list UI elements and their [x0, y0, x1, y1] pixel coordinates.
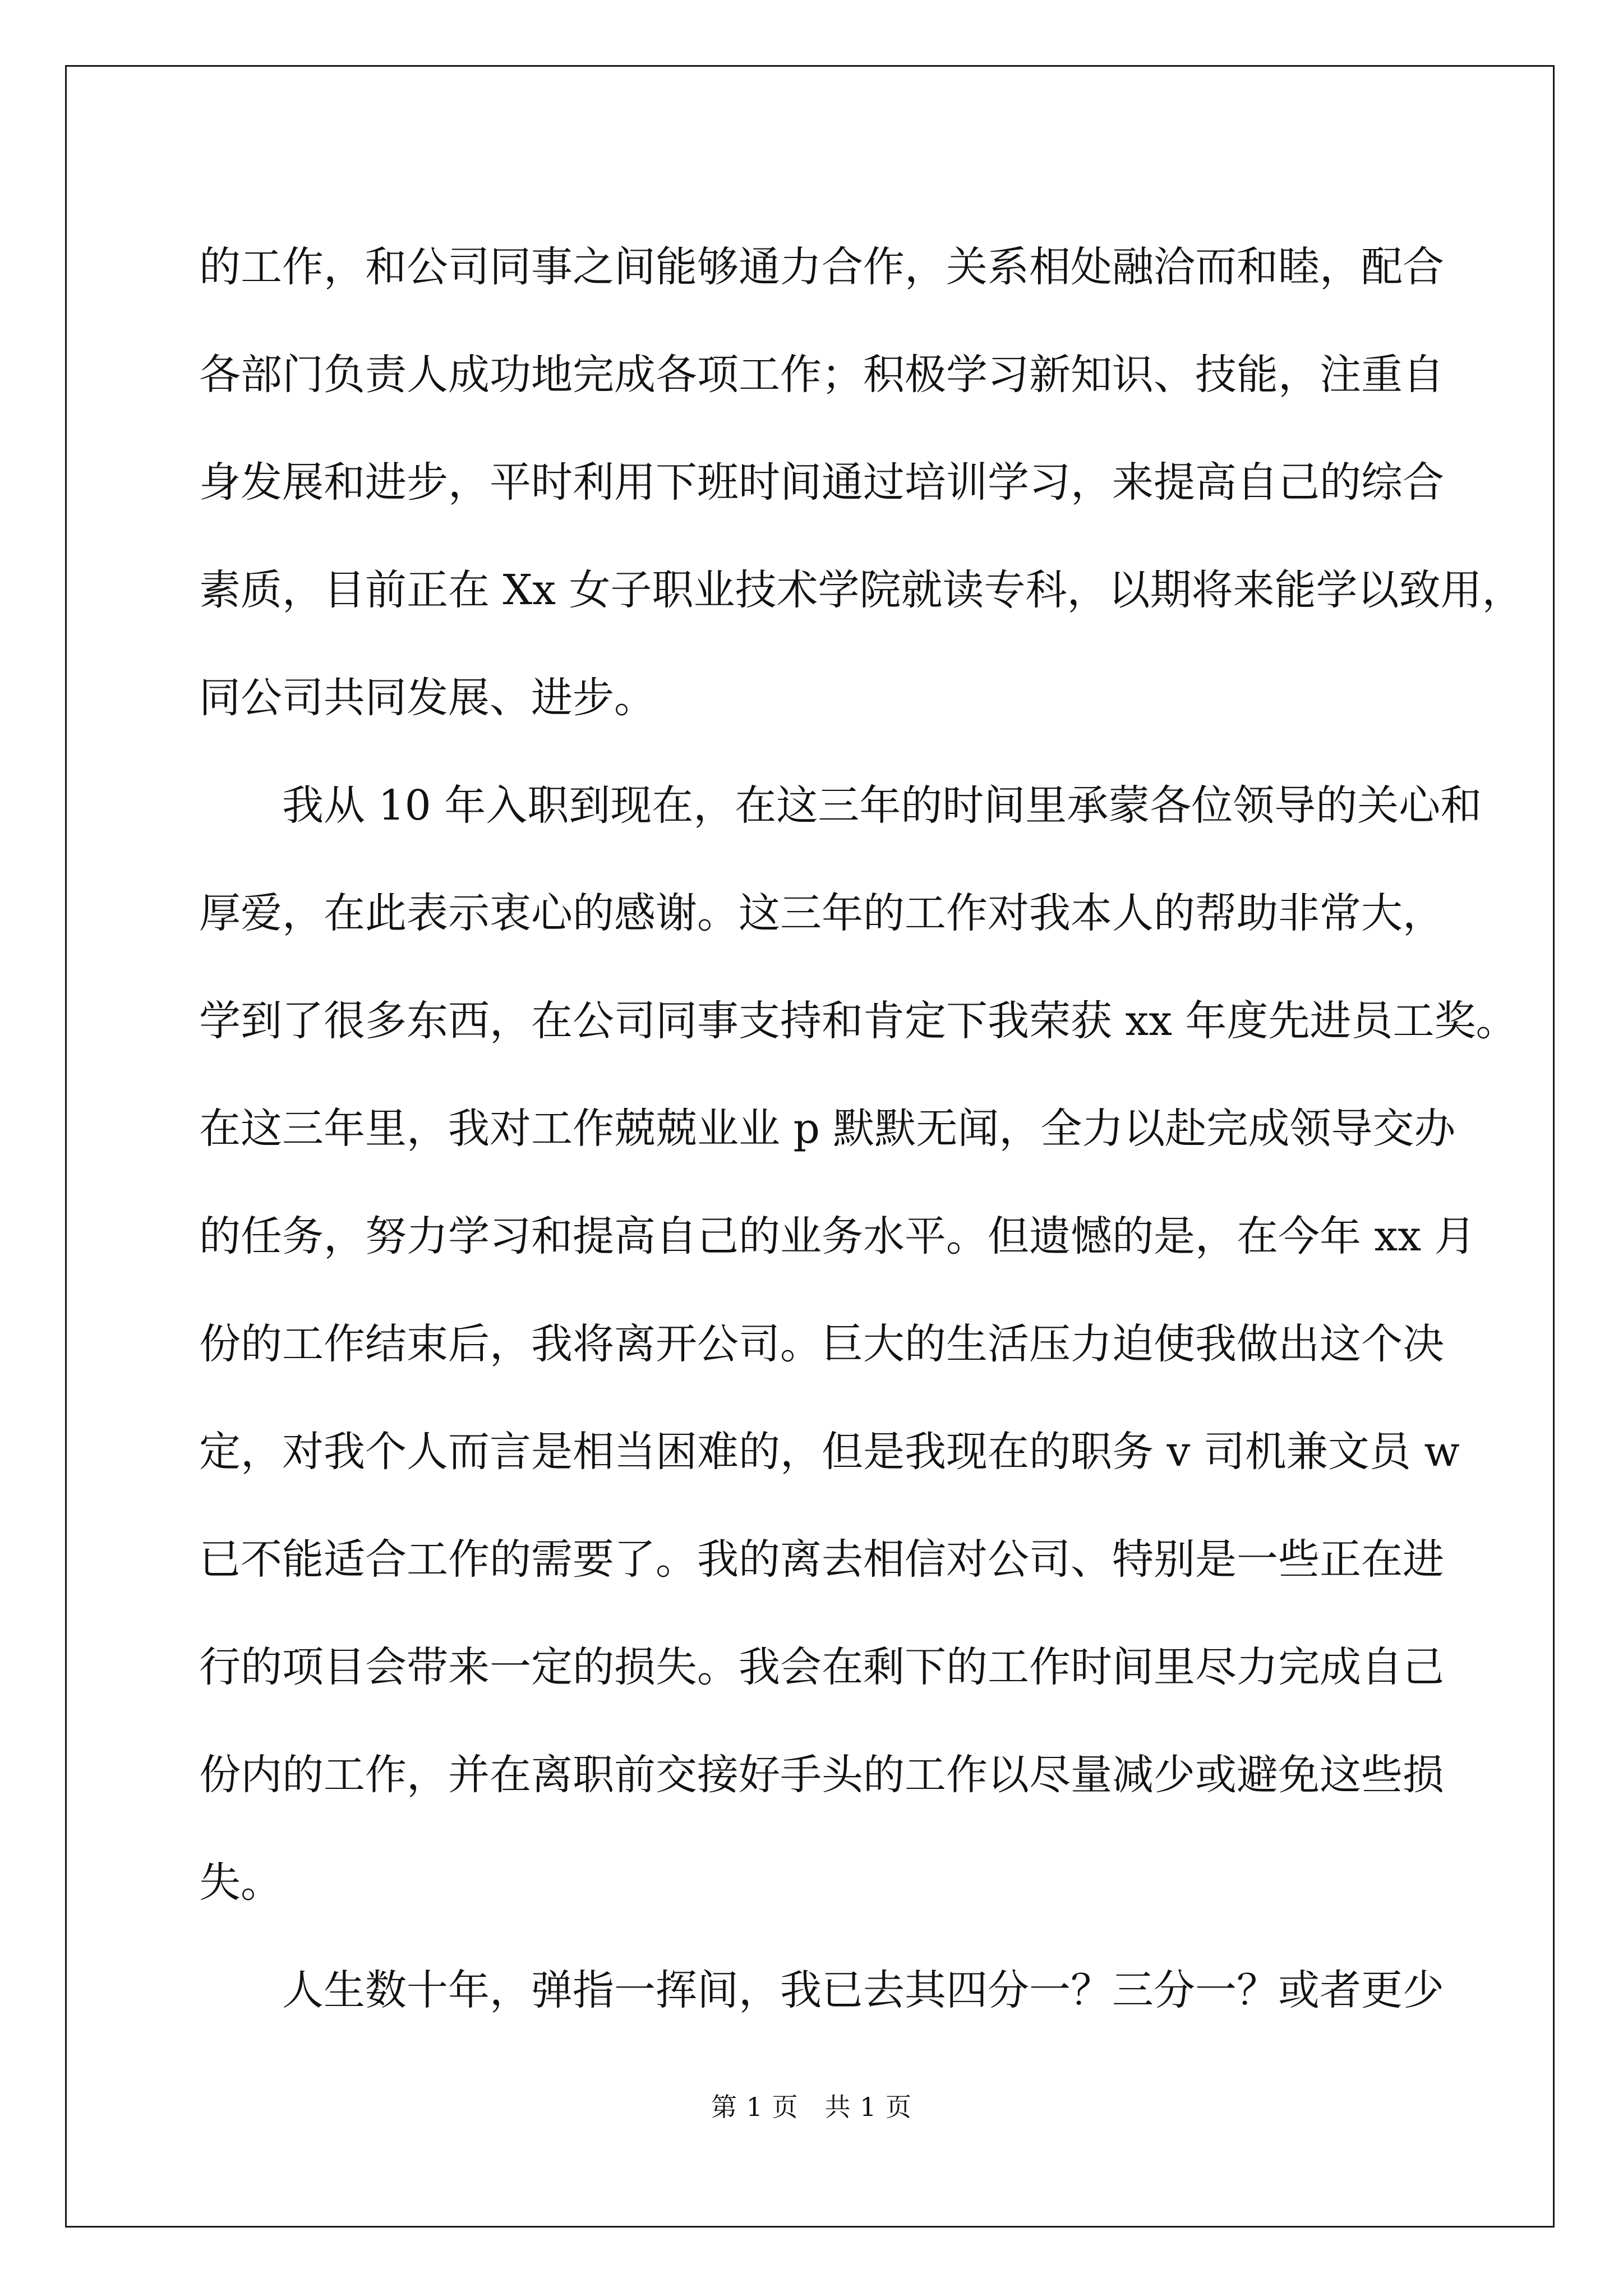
paragraph-2-line-5: 的任务，努力学习和提高自己的业务水平。但遗憾的是，在今年 xx 月 — [199, 1212, 1476, 1260]
paragraph-2-line-1: 我从 10 年入职到现在，在这三年的时间里承蒙各位领导的关心和 — [282, 781, 1482, 830]
paragraph-2-line-8: 已不能适合工作的需要了。我的离去相信对公司、特别是一些正在进 — [199, 1535, 1444, 1584]
paragraph-2-line-2: 厚爱，在此表示衷心的感谢。这三年的工作对我本人的帮助非常大， — [199, 889, 1444, 937]
paragraph-3-line-1: 人生数十年，弹指一挥间，我已去其四分一？三分一？或者更少 — [282, 1966, 1444, 2014]
paragraph-1-line-1: 的工作，和公司同事之间能够通力合作，关系相处融洽而和睦，配合 — [199, 243, 1444, 291]
page-number-footer: 第 1 页 共 1 页 — [711, 2092, 912, 2122]
paragraph-1-line-2: 各部门负责人成功地完成各项工作；积极学习新知识、技能，注重自 — [199, 351, 1444, 399]
paragraph-2-line-7: 定，对我个人而言是相当困难的，但是我现在的职务 v 司机兼文员 w — [199, 1428, 1460, 1476]
paragraph-1-line-3: 身发展和进步，平时利用下班时间通过培训学习，来提高自己的综合 — [199, 458, 1444, 507]
paragraph-2-line-9: 行的项目会带来一定的损失。我会在剩下的工作时间里尽力完成自己 — [199, 1643, 1444, 1691]
paragraph-2-line-6: 份的工作结束后，我将离开公司。巨大的生活压力迫使我做出这个决 — [199, 1320, 1444, 1368]
paragraph-2-line-11: 失。 — [199, 1858, 282, 1907]
paragraph-2-line-4: 在这三年里，我对工作兢兢业业 p 默默无闻，全力以赴完成领导交办 — [199, 1105, 1456, 1153]
paragraph-1-line-4: 素质，目前正在 Xx 女子职业技术学院就读专科，以期将来能学以致用， — [199, 566, 1524, 614]
paragraph-1-line-5: 同公司共同发展、进步。 — [199, 674, 656, 722]
paragraph-2-line-3: 学到了很多东西，在公司同事支持和肯定下我荣获 xx 年度先进员工奖。 — [199, 997, 1518, 1045]
document-body — [199, 213, 1524, 2044]
paragraph-2-line-10: 份内的工作，并在离职前交接好手头的工作以尽量减少或避免这些损 — [199, 1751, 1444, 1799]
